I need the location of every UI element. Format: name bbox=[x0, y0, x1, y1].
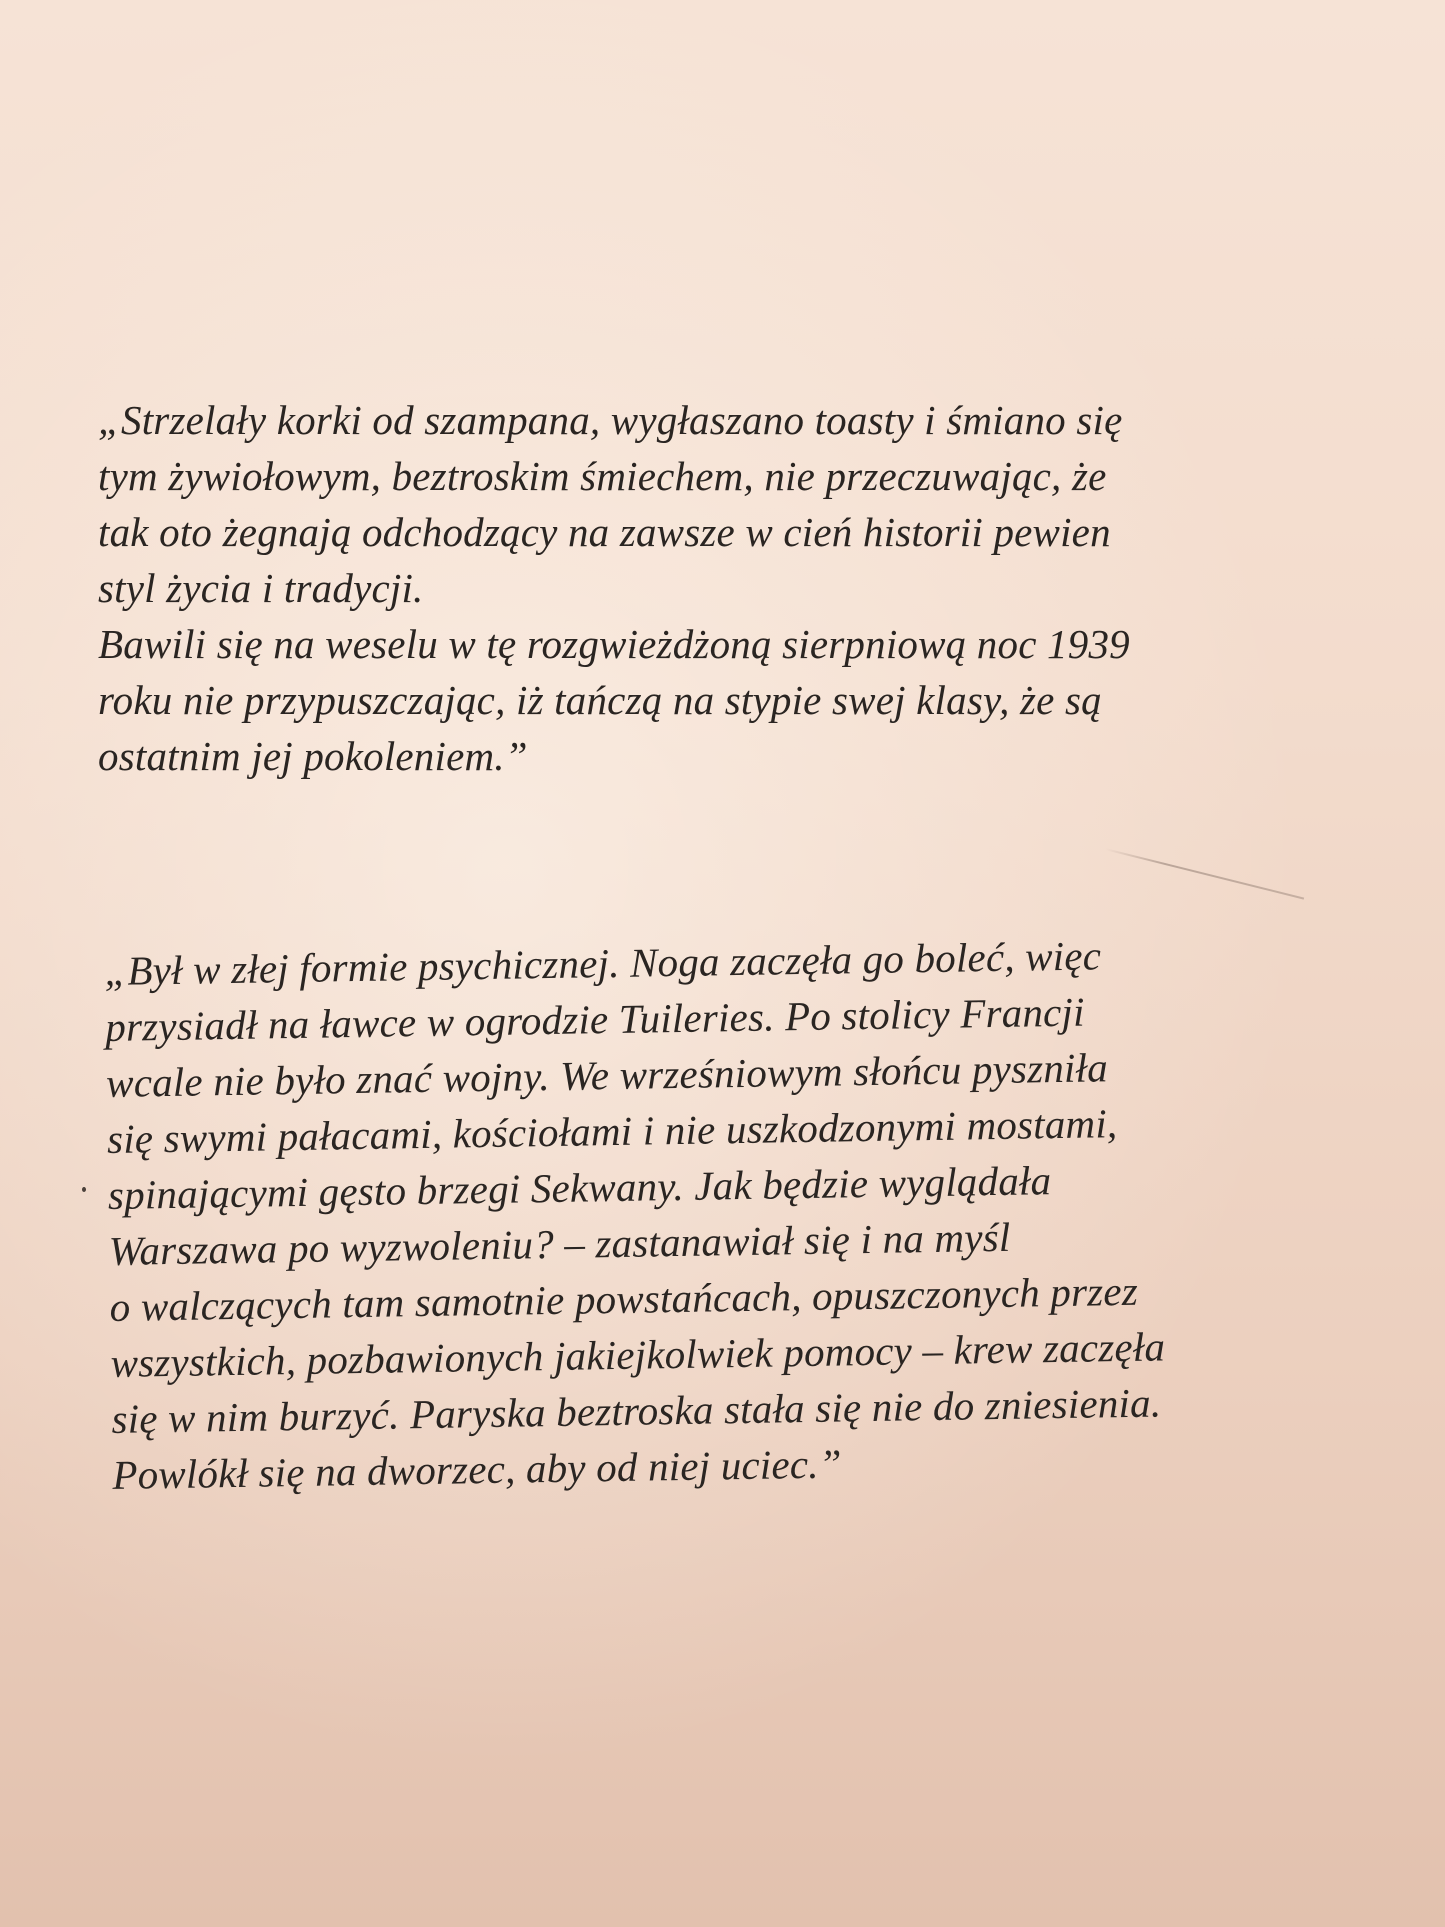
quote-line: przysiadł na ławce w ogrodzie Tuileries. Po stolicy Francji bbox=[104, 988, 1085, 1050]
quote-line: wszystkich, pozbawionych jakiejkolwiek pomocy – krew zaczęła bbox=[110, 1323, 1166, 1386]
quote-line: Bawili się na weselu w tę rozgwieżdżoną sierpniową noc 1939 bbox=[98, 621, 1130, 667]
quote-line: „Strzelały korki od szampana, wygłaszano toasty i śmiano się bbox=[98, 397, 1123, 443]
quote-paris-tuileries bbox=[104, 923, 1373, 1503]
quote-champagne-1939 bbox=[98, 392, 1358, 784]
quote-line: tak oto żegnają odchodzący na zawsze w cień historii pewien bbox=[98, 509, 1111, 555]
quote-line: wcale nie było znać wojny. We wrześniowym słońcu pyszniła bbox=[105, 1044, 1109, 1106]
quote-line: o walczących tam samotnie powstańcach, opuszczonych przez bbox=[109, 1267, 1139, 1330]
quote-line: się w nim burzyć. Paryska beztroska stała się nie do zniesienia. bbox=[111, 1379, 1162, 1442]
quote-line: tym żywiołowym, beztroskim śmiechem, nie przeczuwając, że bbox=[98, 453, 1107, 499]
quote-line: ostatnim jej pokoleniem.” bbox=[98, 733, 528, 779]
paper-speck bbox=[82, 1187, 86, 1192]
quote-line: Powlókł się na dworzec, aby od niej uciec.” bbox=[111, 1440, 843, 1498]
quote-line: Warszawa po wyzwoleniu? – zastanawiał się i na myśl bbox=[108, 1213, 1011, 1274]
quote-line: roku nie przypuszczając, iż tańczą na stypie swej klasy, że są bbox=[98, 677, 1102, 723]
paper-scratch bbox=[1105, 848, 1304, 900]
quote-line: się swymi pałacami, kościołami i nie uszkodzonymi mostami, bbox=[106, 1100, 1118, 1162]
quote-line: „Był w złej formie psychicznej. Noga zaczęła go boleć, więc bbox=[104, 932, 1102, 994]
quote-line: styl życia i tradycji. bbox=[98, 565, 424, 611]
quote-line: spinającymi gęsto brzegi Sekwany. Jak będzie wyglądała bbox=[107, 1157, 1052, 1218]
